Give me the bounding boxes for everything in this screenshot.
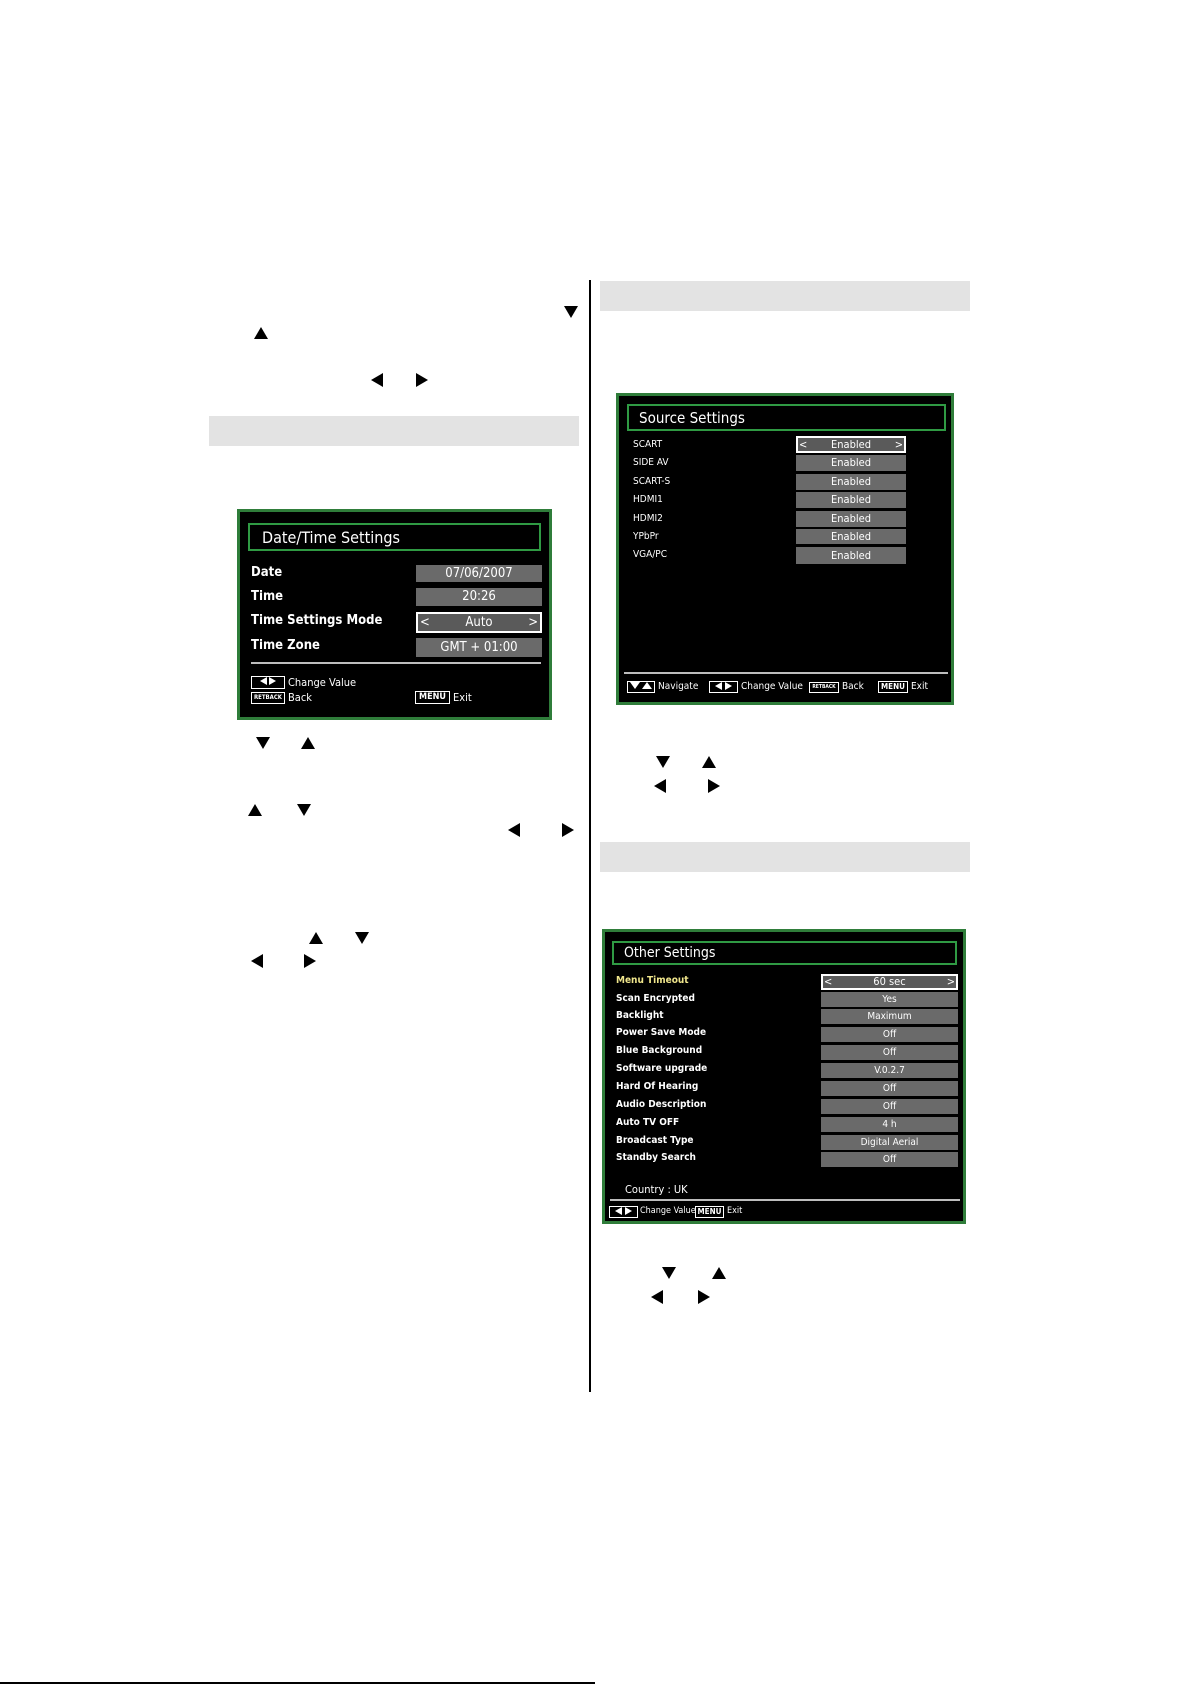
right-arrow-icon: [562, 823, 574, 837]
back-hint: Back: [288, 691, 313, 704]
right-arrow-icon: [304, 954, 316, 968]
down-arrow-icon: [656, 756, 670, 768]
source-label-scart: SCART: [633, 439, 663, 450]
up-arrow-icon: [248, 804, 262, 816]
change-value-hint: Change Value: [741, 681, 803, 692]
screen-title: Source Settings: [639, 409, 745, 427]
separator: [624, 672, 948, 674]
source-value-hdmi1[interactable]: Enabled: [796, 492, 906, 508]
chevron-right-icon: >: [946, 975, 955, 988]
up-arrow-icon: [712, 1267, 726, 1279]
right-arrow-icon: [416, 373, 428, 387]
power-save-mode-label: Power Save Mode: [616, 1027, 707, 1038]
broadcast-type-value[interactable]: Digital Aerial: [821, 1135, 958, 1150]
audio-description-label: Audio Description: [616, 1099, 707, 1110]
section-heading-bar: [600, 281, 970, 311]
time-value[interactable]: 20:26: [416, 588, 542, 606]
screen-title-box: [248, 523, 541, 551]
chevron-right-icon: >: [894, 438, 903, 451]
menu-timeout-value[interactable]: < 60 sec >: [821, 974, 958, 990]
screen-title-box: [612, 941, 957, 965]
menu-timeout-label: Menu Timeout: [616, 975, 689, 986]
source-value-side-av[interactable]: Enabled: [796, 455, 906, 471]
software-upgrade-label: Software upgrade: [616, 1063, 708, 1074]
chevron-right-icon: >: [528, 615, 538, 630]
blue-background-label: Blue Background: [616, 1045, 703, 1056]
broadcast-type-label: Broadcast Type: [616, 1135, 694, 1146]
left-arrow-icon: [251, 954, 263, 968]
navigate-hint: Navigate: [658, 681, 699, 692]
source-label-hdmi1: HDMI1: [633, 494, 663, 505]
screen-title: Date/Time Settings: [262, 528, 401, 547]
column-divider: [589, 280, 591, 1392]
backlight-label: Backlight: [616, 1010, 664, 1021]
down-arrow-icon: [256, 737, 270, 749]
section-heading-bar: [600, 842, 970, 872]
separator: [610, 1199, 960, 1201]
up-arrow-icon: [254, 327, 268, 339]
change-value-hint: Change Value: [640, 1206, 696, 1216]
left-right-key-icon: [251, 676, 285, 689]
left-arrow-icon: [651, 1290, 663, 1304]
scan-encrypted-value[interactable]: Yes: [821, 992, 958, 1007]
left-arrow-icon: [508, 823, 520, 837]
source-value-scart[interactable]: < Enabled >: [796, 436, 906, 453]
down-arrow-icon: [662, 1267, 676, 1279]
change-value-hint: Change Value: [288, 676, 357, 689]
chevron-left-icon: <: [420, 615, 430, 630]
separator: [251, 662, 541, 664]
screen-title: Other Settings: [624, 945, 716, 961]
time-zone-value[interactable]: GMT + 01:00: [416, 638, 542, 657]
back-hint: Back: [842, 681, 864, 692]
menu-key-icon: MENU: [878, 681, 908, 693]
date-label: Date: [251, 565, 283, 580]
blue-background-value[interactable]: Off: [821, 1045, 958, 1060]
left-arrow-icon: [371, 373, 383, 387]
up-arrow-icon: [301, 737, 315, 749]
country-label: Country : UK: [625, 1183, 688, 1196]
standby-search-value[interactable]: Off: [821, 1152, 958, 1167]
time-label: Time: [251, 589, 284, 604]
source-label-side-av: SIDE AV: [633, 457, 669, 468]
source-label-hdmi2: HDMI2: [633, 513, 663, 524]
up-arrow-icon: [702, 756, 716, 768]
footer-rule: [0, 1682, 595, 1684]
scan-encrypted-label: Scan Encrypted: [616, 993, 695, 1004]
down-arrow-icon: [355, 932, 369, 944]
source-value-scart-s[interactable]: Enabled: [796, 474, 906, 490]
return-back-key-icon: RETBACK: [251, 692, 285, 704]
exit-hint: Exit: [453, 691, 472, 704]
audio-description-value[interactable]: Off: [821, 1099, 958, 1114]
source-label-scart-s: SCART-S: [633, 476, 671, 487]
down-arrow-icon: [297, 804, 311, 816]
left-right-key-icon: [709, 681, 738, 693]
time-zone-label: Time Zone: [251, 638, 320, 653]
time-settings-mode-label: Time Settings Mode: [251, 613, 383, 628]
screen-title-box: [627, 404, 946, 431]
auto-tv-off-label: Auto TV OFF: [616, 1117, 680, 1128]
up-arrow-icon: [309, 932, 323, 944]
hard-of-hearing-value[interactable]: Off: [821, 1081, 958, 1096]
return-back-key-icon: RETBACK: [809, 682, 839, 693]
time-settings-mode-value[interactable]: < Auto >: [416, 612, 542, 633]
source-value-vga-pc[interactable]: Enabled: [796, 547, 906, 564]
exit-hint: Exit: [727, 1206, 743, 1216]
standby-search-label: Standby Search: [616, 1152, 696, 1163]
source-value-ypbpr[interactable]: Enabled: [796, 529, 906, 544]
section-heading-bar: [209, 416, 579, 446]
left-arrow-icon: [654, 779, 666, 793]
datetime-settings-screen: [237, 509, 552, 720]
menu-key-icon: MENU: [415, 691, 450, 704]
left-right-key-icon: [609, 1206, 638, 1218]
up-down-key-icon: [627, 681, 655, 693]
menu-key-icon: MENU: [695, 1206, 724, 1218]
down-arrow-icon: [564, 306, 578, 318]
hard-of-hearing-label: Hard Of Hearing: [616, 1081, 699, 1092]
right-arrow-icon: [698, 1290, 710, 1304]
software-upgrade-value[interactable]: V.0.2.7: [821, 1063, 958, 1078]
date-value[interactable]: 07/06/2007: [416, 565, 542, 582]
chevron-left-icon: <: [824, 975, 833, 988]
source-settings-screen: [616, 393, 954, 705]
source-label-vga-pc: VGA/PC: [633, 549, 668, 560]
exit-hint: Exit: [911, 681, 929, 692]
source-label-ypbpr: YPbPr: [633, 531, 659, 542]
other-settings-screen: [602, 929, 966, 1224]
auto-tv-off-value[interactable]: 4 h: [821, 1117, 958, 1132]
right-arrow-icon: [708, 779, 720, 793]
power-save-mode-value[interactable]: Off: [821, 1027, 958, 1042]
source-value-hdmi2[interactable]: Enabled: [796, 511, 906, 527]
backlight-value[interactable]: Maximum: [821, 1009, 958, 1024]
chevron-left-icon: <: [799, 438, 808, 451]
